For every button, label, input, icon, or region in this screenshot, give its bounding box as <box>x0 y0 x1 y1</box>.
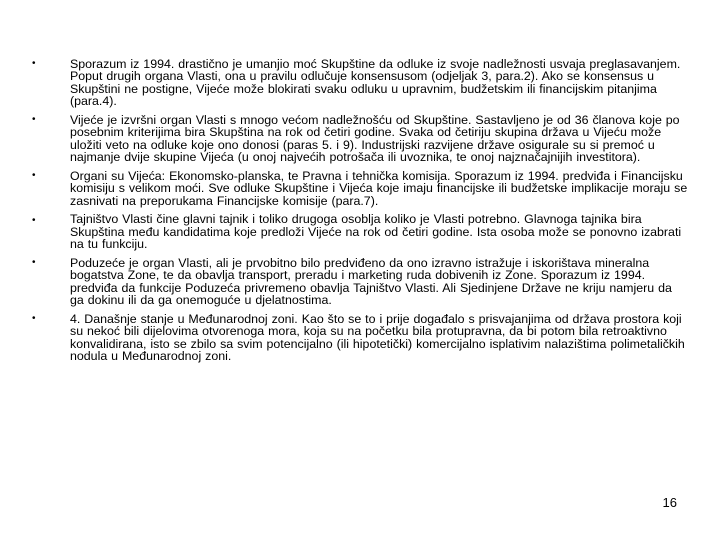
bullet-text: 4. Današnje stanje u Međunarodnoj zoni. Kao što se to i prije događalo s prisvajanjima od država prostora koji su nekoć bili dijelovima otvorenoga mora, koja su na početku bila protupravna, da bi potom bila retroaktivno konvalidirana, isto se zbilo sa svim potencijalno (ili hipotetički) komercijalno isplativim nalazištima polimetaličkih nodula u Međunarodnoj zoni. <box>70 311 685 364</box>
bullet-list <box>32 57 688 364</box>
slide-content <box>32 57 688 369</box>
bullet-text: Tajništvo Vlasti čine glavni tajnik i toliko drugoga osoblja koliko je Vlasti potrebno. Glavnoga tajnika bira Skupština među kandidatima koje predloži Vijeće na rok od četiri godine. Ista osoba može se ponovno izabrati na tu funkciju. <box>70 212 682 252</box>
bullet-item-enterprise <box>32 255 688 308</box>
bullet-item-assembly <box>32 57 688 109</box>
bullet-item-council <box>32 112 688 165</box>
bullet-icon: • <box>32 169 36 181</box>
bullet-item-current-state <box>32 311 688 364</box>
bullet-icon: • <box>32 256 36 268</box>
bullet-item-commissions <box>32 168 688 208</box>
bullet-text: Poduzeće je organ Vlasti, ali je prvobitno bilo predviđeno da ono izravno istražuje i iskorištava mineralna bogatstva Zone, te da obavlja transport, preradu i marketing ruda dobivenih iz Zone. Sporazum iz 1994. predviđa da funkcije Poduzeća privremeno obavlja Tajništvo Vlasti. Ali Sjedinjene Države ne kriju namjeru da ga dokinu ili da ga onemoguće u djelatnostima. <box>70 255 672 308</box>
bullet-text: Vijeće je izvršni organ Vlasti s mnogo većom nadležnošću od Skupštine. Sastavljeno je od 36 članova koje po posebnim kriterijima bira Skupština na rok od četiri godine. Svaka od četiriju skupina država u Vijeću može uložiti veto na odluke koje ono donosi (paras 5. i 9). Industrijski razvijene države osigurale su si premoć u najmanje dvije skupine Vijeća (u onoj najvećih potrošača ili uvoznika, te onoj najznačajnijih investitora). <box>70 112 680 165</box>
page-number: 16 <box>662 495 677 510</box>
bullet-icon: • <box>32 215 36 227</box>
bullet-text: Organi su Vijeća: Ekonomsko-planska, te Pravna i tehnička komisija. Sporazum iz 1994. predviđa i Financijsku komisiju s velikom moći. Sve odluke Skupštine i Vijeća koje imaju financijske ili budžetske implikacije moraju se zasnivati na preporukama Financijske komisije (para.7). <box>70 168 688 208</box>
bullet-icon: • <box>32 58 36 69</box>
bullet-icon: • <box>32 312 36 324</box>
bullet-icon: • <box>32 113 36 125</box>
bullet-item-secretariat <box>32 212 688 252</box>
bullet-text: Sporazum iz 1994. drastično je umanjio moć Skupštine da odluke iz svoje nadležnosti usvaja preglasavanjem. Poput drugih organa Vlasti, ona u pravilu odlučuje konsensusom (odjeljak 3, para.2). Ako se konsensus u Skupštini ne postigne, Vijeće može blokirati svaku odluku u upravnim, budžetskim ili financijskim pitanjima (para.4). <box>70 57 681 109</box>
